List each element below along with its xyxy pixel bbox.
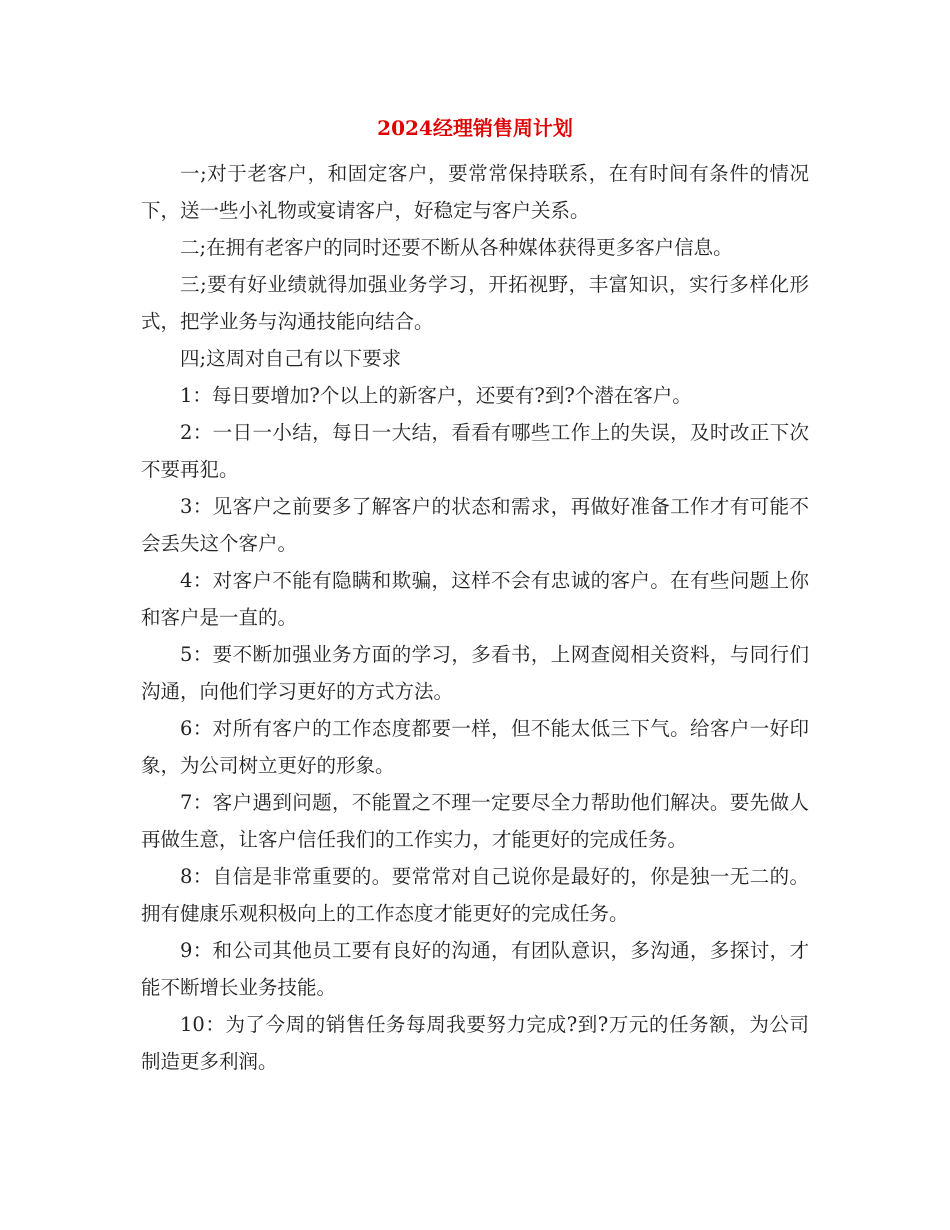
requirement-3: 3：见客户之前要多了解客户的状态和需求，再做好准备工作才有可能不会丢失这个客户。	[141, 495, 809, 555]
requirement-7: 7：客户遇到问题，不能置之不理一定要尽全力帮助他们解决。要先做人再做生意，让客户信任我们的工作实力，才能更好的完成任务。	[141, 791, 809, 851]
document-title: 2024经理销售周计划	[377, 116, 573, 140]
requirement-9: 9：和公司其他员工要有良好的沟通，有团队意识，多沟通，多探讨，才能不断增长业务技能。	[141, 939, 809, 999]
paragraph-1: 一;对于老客户，和固定客户，要常常保持联系，在有时间有条件的情况下，送一些小礼物或宴请客户，好稳定与客户关系。	[141, 162, 809, 222]
requirement-1: 1：每日要增加?个以上的新客户，还要有?到?个潜在客户。	[180, 384, 692, 407]
requirement-8: 8：自信是非常重要的。要常常对自己说你是最好的，你是独一无二的。拥有健康乐观积极向上的工作态度才能更好的完成任务。	[141, 865, 809, 925]
paragraph-4: 四;这周对自己有以下要求	[180, 347, 402, 370]
paragraph-3: 三;要有好业绩就得加强业务学习，开拓视野，丰富知识，实行多样化形式，把学业务与沟通技能向结合。	[141, 273, 809, 333]
paragraph-2: 二;在拥有老客户的同时还要不断从各种媒体获得更多客户信息。	[180, 236, 733, 259]
requirement-4: 4：对客户不能有隐瞒和欺骗，这样不会有忠诚的客户。在有些问题上你和客户是一直的。	[141, 569, 809, 629]
requirement-5: 5：要不断加强业务方面的学习，多看书，上网查阅相关资料，与同行们沟通，向他们学习更好的方式方法。	[141, 643, 809, 703]
requirement-6: 6：对所有客户的工作态度都要一样，但不能太低三下气。给客户一好印象，为公司树立更好的形象。	[141, 717, 809, 777]
requirement-2: 2：一日一小结，每日一大结，看看有哪些工作上的失误，及时改正下次不要再犯。	[141, 421, 809, 481]
document-body	[141, 155, 809, 1080]
requirement-10: 10：为了今周的销售任务每周我要努力完成?到?万元的任务额，为公司制造更多利润。	[141, 1013, 809, 1073]
